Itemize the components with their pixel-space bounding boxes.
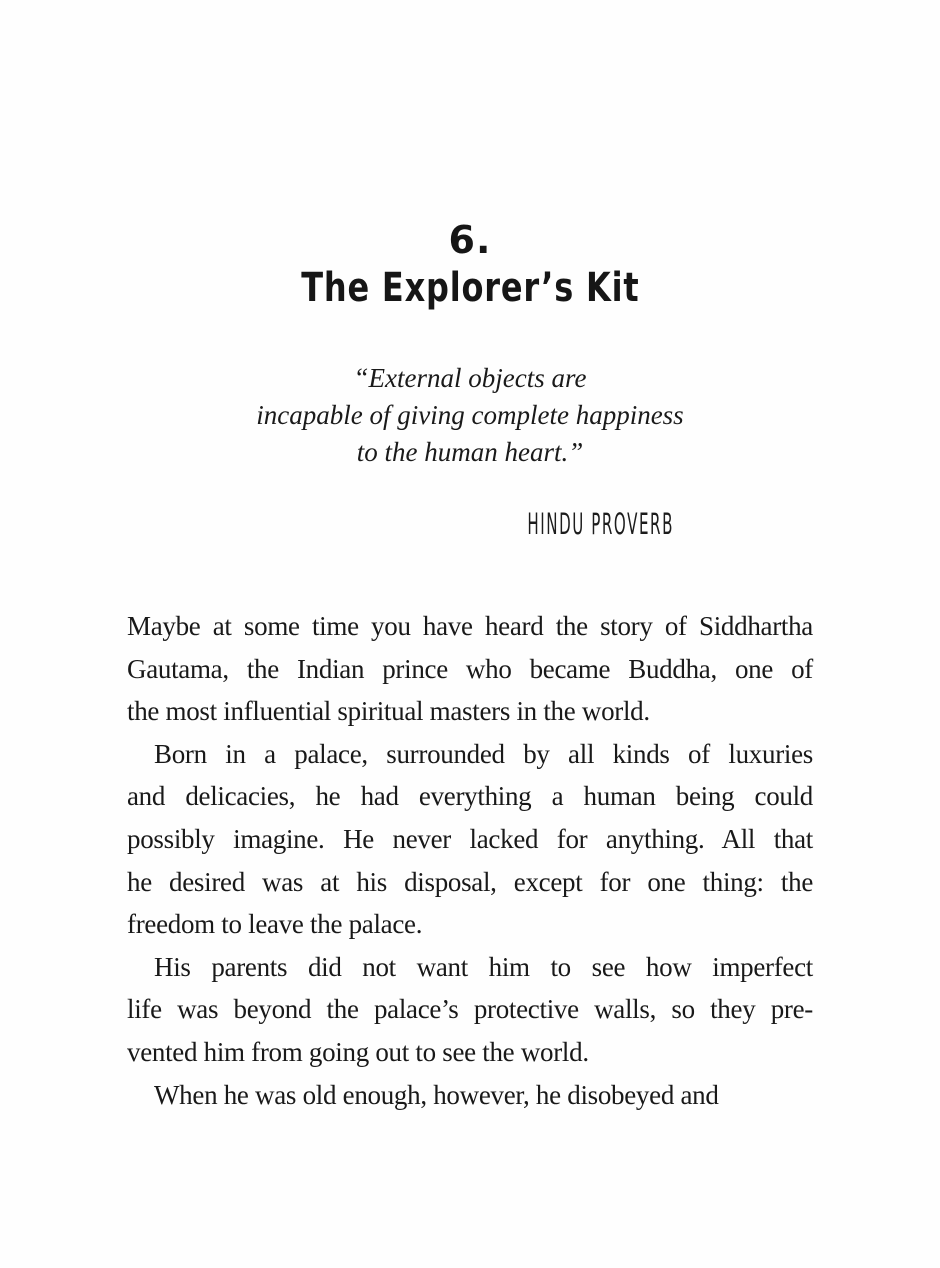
body-line: Gautama, the Indian prince who became Buddha, one of bbox=[127, 653, 813, 684]
body-line: and delicacies, he had everything a human being could bbox=[127, 781, 813, 812]
body-text bbox=[127, 605, 813, 1116]
body-line: When he was old enough, however, he disobeyed and bbox=[154, 1079, 719, 1110]
paragraph bbox=[127, 733, 813, 946]
body-line: His parents did not want him to see how imperfect bbox=[154, 951, 813, 982]
epigraph-line: incapable of giving complete happiness bbox=[256, 400, 684, 430]
paragraph bbox=[127, 1074, 813, 1117]
body-line: freedom to leave the palace. bbox=[127, 909, 423, 940]
chapter-title bbox=[0, 267, 940, 309]
body-line: life was beyond the palace’s protective walls, so they pre- bbox=[127, 994, 813, 1025]
body-line: he desired was at his disposal, except for one thing: the bbox=[127, 866, 813, 897]
epigraph-line: “External objects are bbox=[353, 363, 587, 393]
chapter-number: 6. bbox=[448, 218, 492, 262]
epigraph-quote bbox=[127, 360, 813, 471]
body-line: the most influential spiritual masters in the world. bbox=[127, 696, 650, 727]
chapter-title-text: The Explorer’s Kit bbox=[300, 265, 640, 311]
paragraph bbox=[127, 946, 813, 1074]
epigraph-attribution bbox=[127, 506, 813, 542]
body-line: possibly imagine. He never lacked for anything. All that bbox=[127, 823, 813, 854]
epigraph-attribution-text: HINDU PROVERB bbox=[527, 506, 674, 542]
body-line: Born in a palace, surrounded by all kinds of luxuries bbox=[154, 738, 813, 769]
body-line: Maybe at some time you have heard the story of Siddhartha bbox=[127, 611, 813, 641]
body-line: vented him from going out to see the world. bbox=[127, 1036, 589, 1067]
epigraph-line: to the human heart.” bbox=[356, 437, 584, 467]
paragraph bbox=[127, 605, 813, 733]
